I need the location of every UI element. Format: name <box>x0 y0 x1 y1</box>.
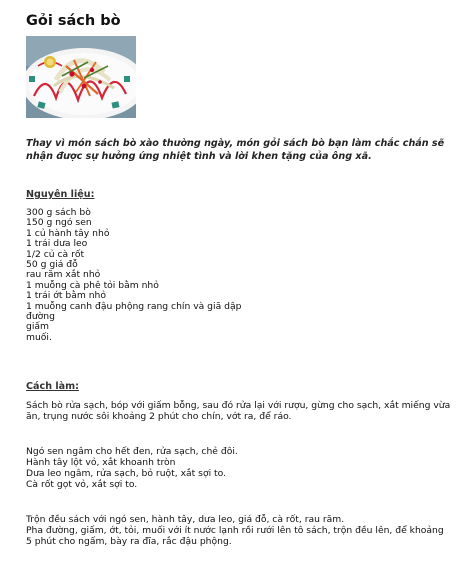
list-item: Cà rốt gọt vỏ, xắt sợi to. <box>26 479 138 490</box>
list-item: Dưa leo ngâm, rửa sạch, bỏ ruột, xắt sợi to. <box>26 468 227 479</box>
list-item: 1 muỗng cà phê tỏi bằm nhỏ <box>26 279 159 291</box>
recipe-article <box>26 10 451 547</box>
list-item: 50 g giá đỗ <box>26 259 78 271</box>
method-heading: Cách làm: <box>26 381 79 392</box>
list-item: Ngó sen ngâm cho hết đen, rửa sạch, chẻ đôi. <box>26 446 238 457</box>
list-item: muối. <box>26 331 52 343</box>
method-prep-list <box>26 446 451 490</box>
list-item: đường <box>26 311 55 323</box>
ingredients-list <box>26 208 241 343</box>
list-item: 150 g ngó sen <box>26 217 92 229</box>
recipe-title: Gỏi sách bò <box>26 13 121 29</box>
list-item: giấm <box>26 321 49 333</box>
list-item: 1 trái dưa leo <box>26 238 88 250</box>
list-item: 1 củ hành tây nhỏ <box>26 227 110 239</box>
list-item: Trộn đều sách với ngó sen, hành tây, dưa leo, giá đỗ, cà rốt, rau răm. <box>26 514 345 525</box>
list-item: 1 trái ớt bằm nhỏ <box>26 290 106 302</box>
list-item: rau răm xắt nhỏ <box>26 269 101 281</box>
list-item: Pha đường, giấm, ớt, tỏi, muối với ít nước lạnh rồi rưới lên tô sách, trộn đều lên, để khoảng 5 phút cho ngấm, bày ra đĩa, rắc đậu phộng. <box>26 525 444 547</box>
recipe-intro: Thay vì món sách bò xào thường ngày, món gỏi sách bò bạn làm chắc chắn sẽ nhận được sự hưởng ứng nhiệt tình và lời khen tặng của ông xã. <box>26 138 445 162</box>
list-item: Hành tây lột vỏ, xắt khoanh tròn <box>26 457 176 468</box>
method-mix-steps <box>26 514 451 547</box>
list-item: 1 muỗng canh đậu phộng rang chín và giã dập <box>26 300 242 312</box>
salad-dish-image <box>26 36 136 118</box>
list-item: 1/2 củ cà rốt <box>26 248 85 260</box>
method-step-1: Sách bò rửa sạch, bóp với giấm bỗng, sau đó rửa lại với rượu, gừng cho sạch, xắt miếng vừa ăn, trụng nước sôi khoảng 2 phút cho chín, vớt ra, để ráo. <box>26 400 451 422</box>
ingredients-heading: Nguyên liệu: <box>26 189 95 200</box>
salad-dish-photo <box>26 36 136 118</box>
list-item: 300 g sách bò <box>26 207 91 218</box>
